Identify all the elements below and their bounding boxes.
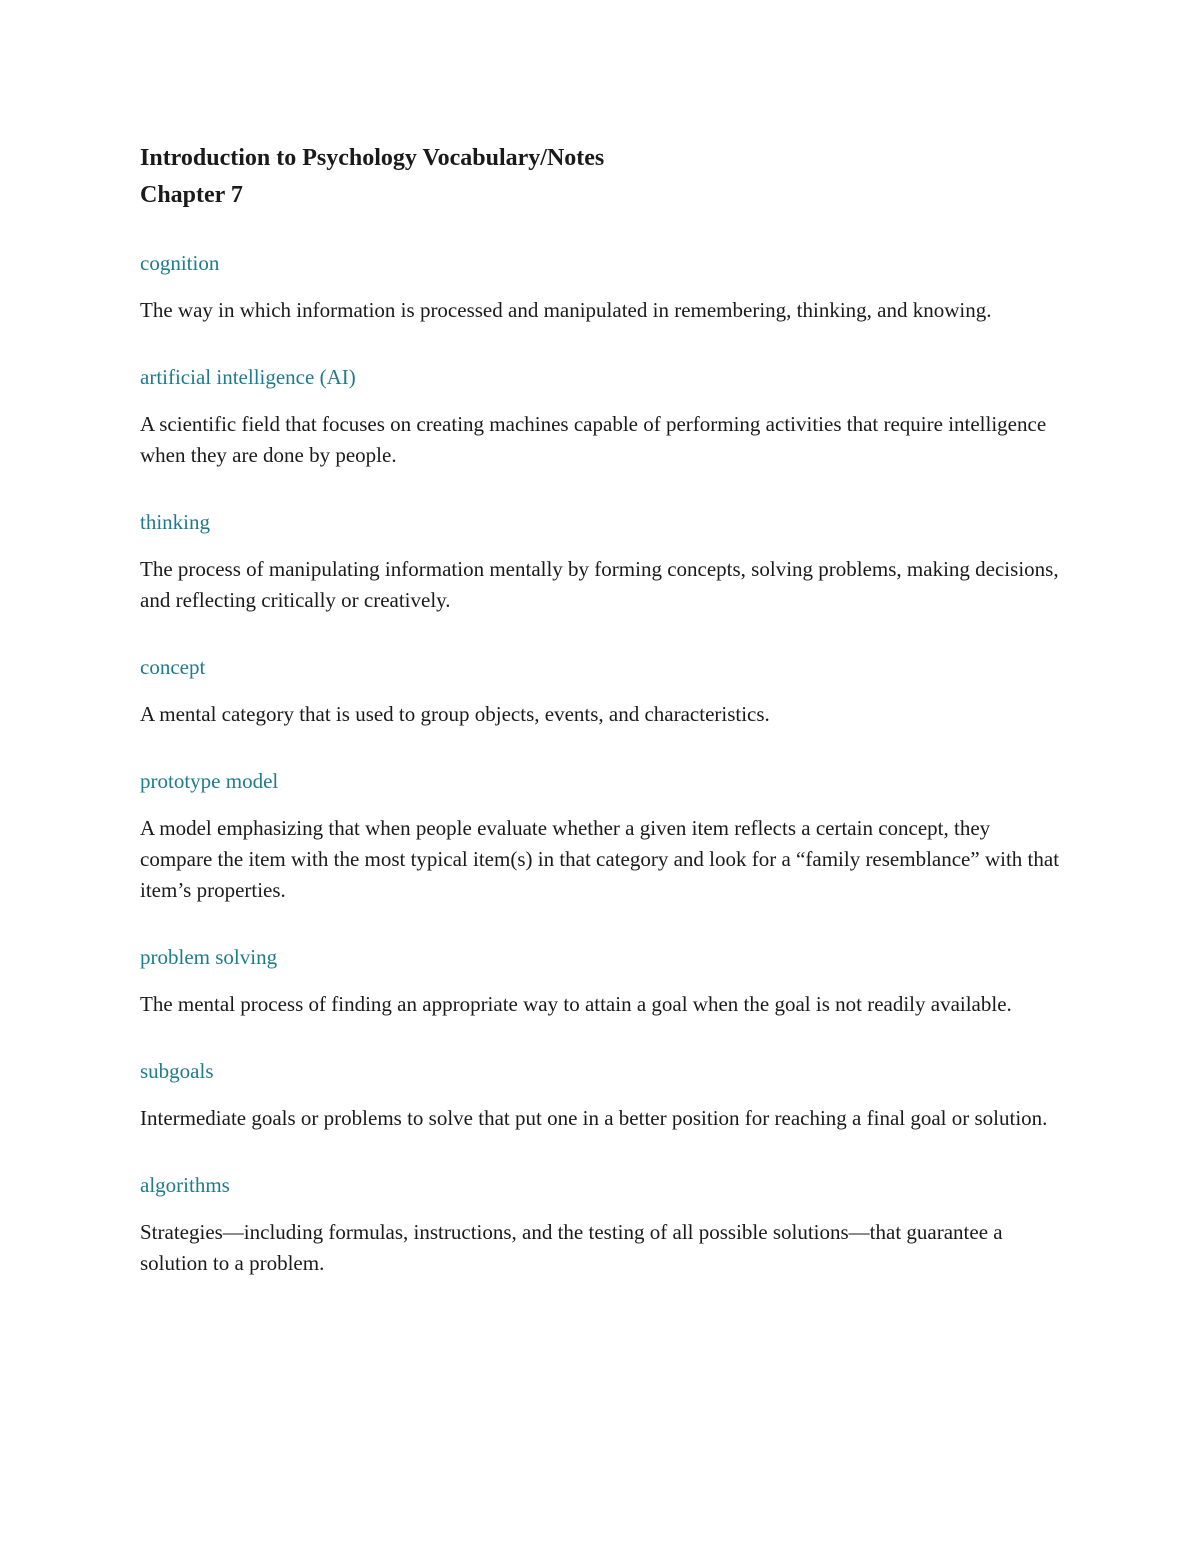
vocab-definition: Strategies—including formulas, instructions, and the testing of all possible solutions—that guarantee a solution to a problem.: [140, 1220, 1003, 1275]
vocab-entry-concept: [140, 652, 1060, 730]
vocab-term: concept: [140, 655, 206, 679]
vocab-definition: A scientific field that focuses on creating machines capable of performing activities that require intelligence when they are done by people.: [140, 412, 1047, 467]
vocab-entry-prototype-model: [140, 766, 1060, 906]
vocab-term: subgoals: [140, 1059, 214, 1083]
vocab-definition: The mental process of finding an appropriate way to attain a goal when the goal is not readily available.: [140, 992, 1012, 1016]
vocab-entry-problem-solving: [140, 942, 1060, 1020]
vocab-definition: The process of manipulating information mentally by forming concepts, solving problems, making decisions, and reflecting critically or creatively.: [140, 557, 1059, 612]
document-page: [140, 140, 1060, 1315]
vocab-term: problem solving: [140, 945, 278, 969]
document-subtitle: Chapter 7: [140, 182, 243, 208]
vocab-definition: Intermediate goals or problems to solve that put one in a better position for reaching a final goal or solution.: [140, 1106, 1048, 1130]
vocab-definition: A mental category that is used to group objects, events, and characteristics.: [140, 702, 770, 726]
vocab-definition: The way in which information is processed and manipulated in remembering, thinking, and knowing.: [140, 298, 992, 322]
vocab-term: prototype model: [140, 769, 279, 793]
vocab-entry-cognition: [140, 248, 1060, 326]
vocab-entry-subgoals: [140, 1056, 1060, 1134]
vocab-entry-thinking: [140, 507, 1060, 616]
vocab-definition: A model emphasizing that when people evaluate whether a given item reflects a certain concept, they compare the item with the most typical item(s) in that category and look for a “family resemblance” with that item’s properties.: [140, 816, 1060, 902]
vocab-term: artificial intelligence (AI): [140, 365, 356, 389]
vocab-entry-artificial-intelligence: [140, 362, 1060, 471]
vocab-entry-algorithms: [140, 1170, 1060, 1279]
vocab-term: cognition: [140, 251, 220, 275]
vocab-term: algorithms: [140, 1173, 230, 1197]
document-title: Introduction to Psychology Vocabulary/Notes: [140, 145, 605, 171]
vocab-term: thinking: [140, 510, 211, 534]
